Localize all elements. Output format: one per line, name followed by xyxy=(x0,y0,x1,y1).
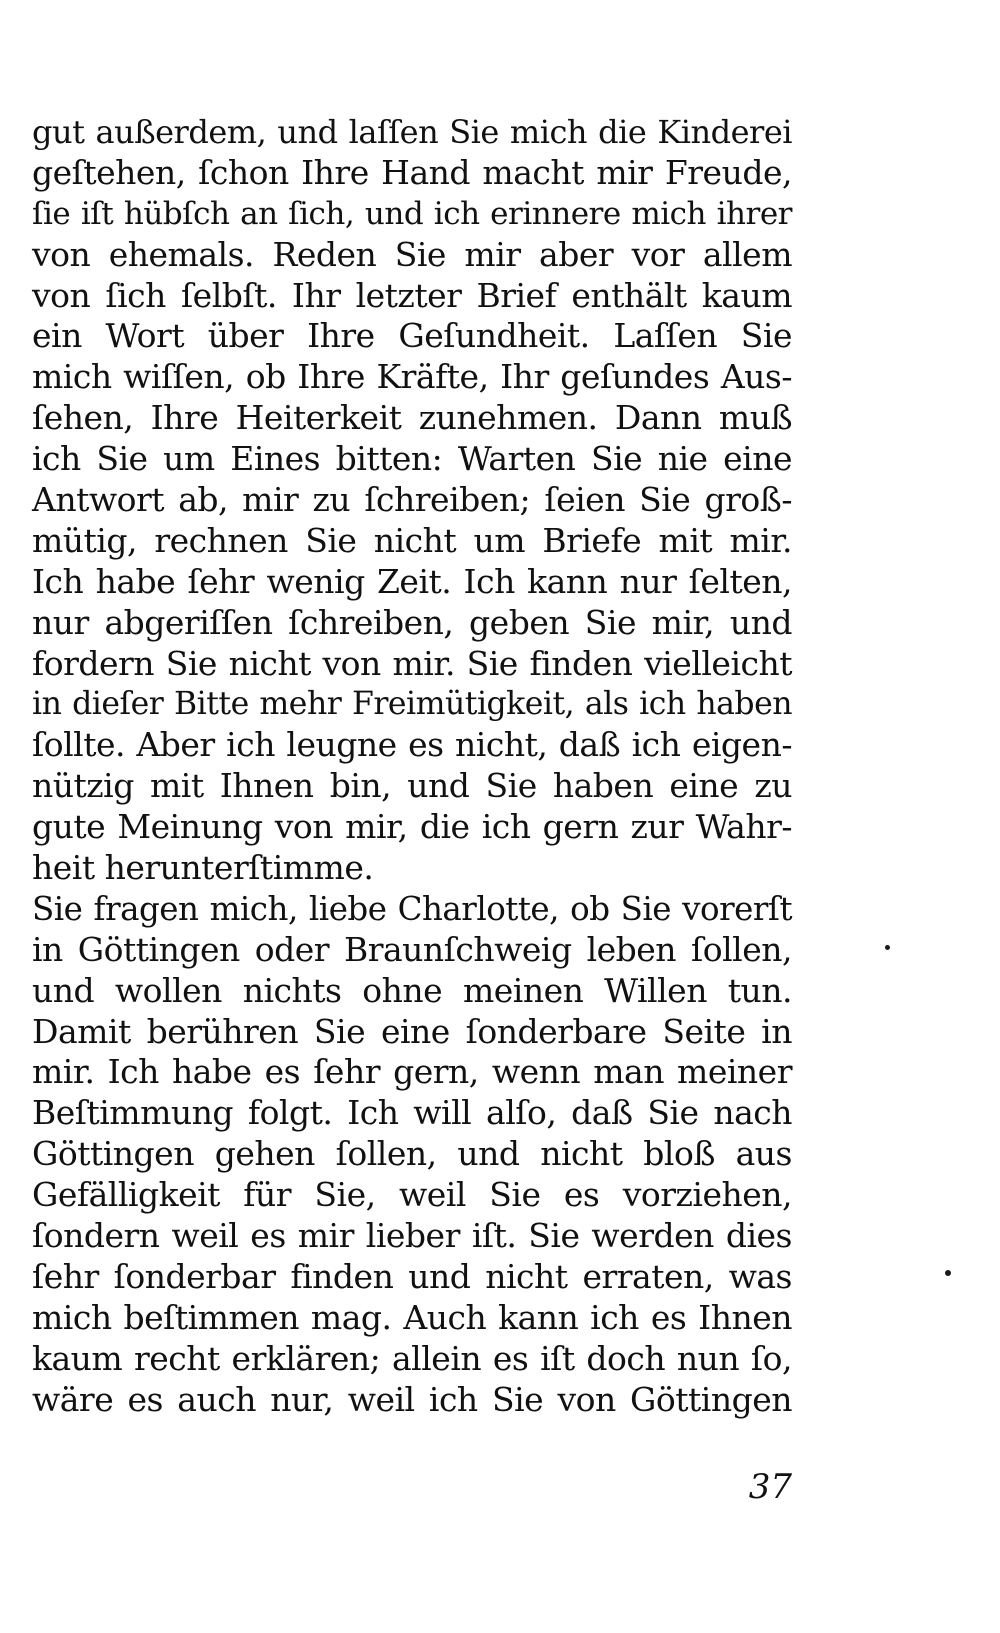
text-line: Ich habe ſehr wenig Zeit. Ich kann nur ſelten, xyxy=(32,561,792,601)
body-text xyxy=(32,112,792,1421)
text-line: ſondern weil es mir lieber iſt. Sie werden dies xyxy=(32,1216,792,1256)
text-line: mütig, rechnen Sie nicht um Briefe mit mir. xyxy=(32,520,792,560)
text-line: Damit berühren Sie eine ſonderbare Seite in xyxy=(32,1011,792,1051)
text-line: gut außerdem, und laſſen Sie mich die Kinderei xyxy=(32,113,792,151)
text-line: fordern Sie nicht von mir. Sie finden vielleicht xyxy=(32,643,792,683)
text-line: ſehen, Ihre Heiterkeit zunehmen. Dann muß xyxy=(32,398,792,438)
text-line: Beſtimmung folgt. Ich will alſo, daß Sie nach xyxy=(32,1093,792,1133)
text-line: mir. Ich habe es ſehr gern, wenn man meiner xyxy=(32,1052,792,1092)
text-line: mich beſtimmen mag. Auch kann ich es Ihnen xyxy=(32,1297,792,1337)
text-line: mich wiſſen, ob Ihre Kräfte, Ihr geſundes Aus- xyxy=(32,357,792,397)
text-line: ſie iſt hübſch an ſich, und ich erinnere mich ihrer xyxy=(32,195,792,232)
print-speck xyxy=(945,1270,951,1276)
print-speck xyxy=(885,945,890,950)
text-line: ſollte. Aber ich leugne es nicht, daß ich eigen- xyxy=(32,725,792,765)
paragraph-end-line: heit herunterſtimme. xyxy=(32,848,374,888)
text-line: Antwort ab, mir zu ſchreiben; ſeien Sie groß- xyxy=(32,480,792,520)
text-line: wäre es auch nur, weil ich Sie von Göttingen xyxy=(32,1379,792,1419)
text-line: Gefälligkeit für Sie, weil Sie es vorziehen, xyxy=(32,1175,792,1215)
text-line: in dieſer Bitte mehr Freimütigkeit, als ich haben xyxy=(32,686,792,723)
text-line: von ehemals. Reden Sie mir aber vor allem xyxy=(32,234,792,274)
text-line: nützig mit Ihnen bin, und Sie haben eine zu xyxy=(32,766,792,806)
text-line: ein Wort über Ihre Geſundheit. Laſſen Sie xyxy=(32,316,792,356)
text-line: Sie fragen mich, liebe Charlotte, ob Sie vorerſt xyxy=(32,889,792,928)
text-line: und wollen nichts ohne meinen Willen tun. xyxy=(32,970,792,1010)
text-line: in Göttingen oder Braunſchweig leben ſollen, xyxy=(32,929,792,969)
text-line: Göttingen gehen ſollen, und nicht bloß aus xyxy=(32,1134,792,1174)
text-line: ſehr ſonderbar finden und nicht erraten, was xyxy=(32,1256,792,1296)
text-line: geſtehen, ſchon Ihre Hand macht mir Freude, xyxy=(32,152,792,192)
page-number: 37 xyxy=(748,1467,792,1507)
text-line: gute Meinung von mir, die ich gern zur Wahr- xyxy=(32,807,792,847)
text-line: ich Sie um Eines bitten: Warten Sie nie eine xyxy=(32,439,792,479)
text-line: kaum recht erklären; allein es iſt doch nun ſo, xyxy=(32,1338,792,1378)
text-line: nur abgeriſſen ſchreiben, geben Sie mir, und xyxy=(32,602,792,642)
text-line: von ſich ſelbſt. Ihr letzter Brief enthält kaum xyxy=(32,275,792,315)
